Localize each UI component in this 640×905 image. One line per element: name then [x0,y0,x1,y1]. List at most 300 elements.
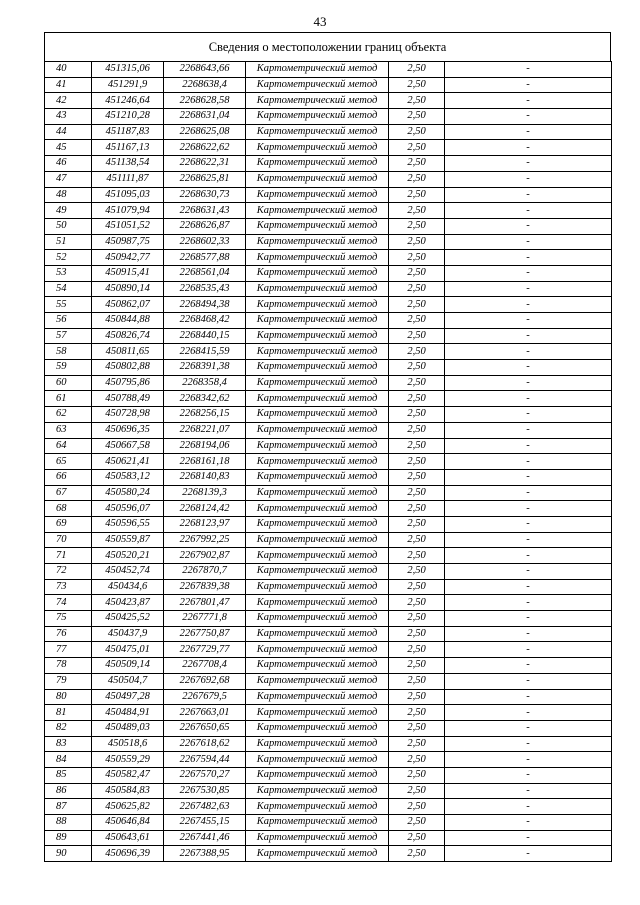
description-cell: - [445,109,612,125]
point-number-cell: 77 [45,642,92,658]
point-number-cell: 80 [45,689,92,705]
x-coordinate-cell: 450504,7 [92,673,164,689]
y-coordinate-cell: 2268256,15 [164,407,246,423]
accuracy-cell: 2,50 [389,328,445,344]
table-row [45,360,612,376]
point-number-cell: 55 [45,297,92,313]
accuracy-cell: 2,50 [389,548,445,564]
table-row [45,124,612,140]
x-coordinate-cell: 451246,64 [92,93,164,109]
point-number-cell: 60 [45,375,92,391]
point-number-cell: 83 [45,736,92,752]
x-coordinate-cell: 450518,6 [92,736,164,752]
method-cell: Картометрический метод [246,124,389,140]
method-cell: Картометрический метод [246,752,389,768]
method-cell: Картометрический метод [246,250,389,266]
x-coordinate-cell: 450643,61 [92,830,164,846]
description-cell: - [445,156,612,172]
accuracy-cell: 2,50 [389,124,445,140]
method-cell: Картометрический метод [246,454,389,470]
accuracy-cell: 2,50 [389,422,445,438]
description-cell: - [445,705,612,721]
table-row [45,344,612,360]
table-row [45,265,612,281]
point-number-cell: 57 [45,328,92,344]
accuracy-cell: 2,50 [389,454,445,470]
accuracy-cell: 2,50 [389,485,445,501]
x-coordinate-cell: 450489,03 [92,720,164,736]
method-cell: Картометрический метод [246,532,389,548]
method-cell: Картометрический метод [246,783,389,799]
y-coordinate-cell: 2268440,15 [164,328,246,344]
y-coordinate-cell: 2267388,95 [164,846,246,862]
description-cell: - [445,564,612,580]
point-number-cell: 64 [45,438,92,454]
description-cell: - [445,328,612,344]
x-coordinate-cell: 450520,21 [92,548,164,564]
x-coordinate-cell: 450862,07 [92,297,164,313]
accuracy-cell: 2,50 [389,767,445,783]
point-number-cell: 59 [45,360,92,376]
point-number-cell: 82 [45,720,92,736]
table-row [45,564,612,580]
description-cell: - [445,799,612,815]
method-cell: Картометрический метод [246,140,389,156]
method-cell: Картометрический метод [246,736,389,752]
point-number-cell: 50 [45,218,92,234]
point-number-cell: 52 [45,250,92,266]
point-number-cell: 67 [45,485,92,501]
y-coordinate-cell: 2268622,62 [164,140,246,156]
point-number-cell: 54 [45,281,92,297]
table-row [45,454,612,470]
accuracy-cell: 2,50 [389,360,445,376]
y-coordinate-cell: 2267839,38 [164,579,246,595]
accuracy-cell: 2,50 [389,830,445,846]
x-coordinate-cell: 451210,28 [92,109,164,125]
y-coordinate-cell: 2268140,83 [164,469,246,485]
x-coordinate-cell: 450452,74 [92,564,164,580]
method-cell: Картометрический метод [246,579,389,595]
accuracy-cell: 2,50 [389,846,445,862]
accuracy-cell: 2,50 [389,281,445,297]
table-row [45,313,612,329]
table-row [45,626,612,642]
accuracy-cell: 2,50 [389,658,445,674]
x-coordinate-cell: 450423,87 [92,595,164,611]
y-coordinate-cell: 2267650,65 [164,720,246,736]
accuracy-cell: 2,50 [389,218,445,234]
method-cell: Картометрический метод [246,469,389,485]
x-coordinate-cell: 450987,75 [92,234,164,250]
table-row [45,62,612,78]
point-number-cell: 69 [45,516,92,532]
description-cell: - [445,234,612,250]
table-row [45,673,612,689]
description-cell: - [445,767,612,783]
point-number-cell: 73 [45,579,92,595]
accuracy-cell: 2,50 [389,171,445,187]
description-cell: - [445,77,612,93]
table-row [45,815,612,831]
y-coordinate-cell: 2267692,68 [164,673,246,689]
description-cell: - [445,595,612,611]
y-coordinate-cell: 2268415,59 [164,344,246,360]
y-coordinate-cell: 2267708,4 [164,658,246,674]
table-row [45,642,612,658]
method-cell: Картометрический метод [246,62,389,78]
method-cell: Картометрический метод [246,767,389,783]
y-coordinate-cell: 2267902,87 [164,548,246,564]
accuracy-cell: 2,50 [389,469,445,485]
y-coordinate-cell: 2268631,04 [164,109,246,125]
table-row [45,250,612,266]
table-row [45,752,612,768]
x-coordinate-cell: 450559,87 [92,532,164,548]
x-coordinate-cell: 450890,14 [92,281,164,297]
method-cell: Картометрический метод [246,799,389,815]
y-coordinate-cell: 2267679,5 [164,689,246,705]
method-cell: Картометрический метод [246,673,389,689]
x-coordinate-cell: 450425,52 [92,611,164,627]
description-cell: - [445,218,612,234]
table-row [45,720,612,736]
y-coordinate-cell: 2268625,08 [164,124,246,140]
y-coordinate-cell: 2268468,42 [164,313,246,329]
y-coordinate-cell: 2268626,87 [164,218,246,234]
x-coordinate-cell: 450596,07 [92,501,164,517]
x-coordinate-cell: 451167,13 [92,140,164,156]
x-coordinate-cell: 450646,84 [92,815,164,831]
point-number-cell: 45 [45,140,92,156]
accuracy-cell: 2,50 [389,705,445,721]
point-number-cell: 65 [45,454,92,470]
accuracy-cell: 2,50 [389,438,445,454]
method-cell: Картометрический метод [246,642,389,658]
description-cell: - [445,673,612,689]
y-coordinate-cell: 2268630,73 [164,187,246,203]
point-number-cell: 87 [45,799,92,815]
method-cell: Картометрический метод [246,218,389,234]
table-row [45,281,612,297]
table-row [45,391,612,407]
method-cell: Картометрический метод [246,344,389,360]
point-number-cell: 43 [45,109,92,125]
accuracy-cell: 2,50 [389,297,445,313]
table-row [45,846,612,862]
boundary-sheet [44,32,611,862]
x-coordinate-cell: 451315,06 [92,62,164,78]
description-cell: - [445,422,612,438]
x-coordinate-cell: 450497,28 [92,689,164,705]
y-coordinate-cell: 2268161,18 [164,454,246,470]
accuracy-cell: 2,50 [389,156,445,172]
accuracy-cell: 2,50 [389,516,445,532]
accuracy-cell: 2,50 [389,626,445,642]
accuracy-cell: 2,50 [389,595,445,611]
description-cell: - [445,501,612,517]
method-cell: Картометрический метод [246,720,389,736]
accuracy-cell: 2,50 [389,250,445,266]
accuracy-cell: 2,50 [389,720,445,736]
description-cell: - [445,265,612,281]
method-cell: Картометрический метод [246,626,389,642]
accuracy-cell: 2,50 [389,265,445,281]
y-coordinate-cell: 2268194,06 [164,438,246,454]
description-cell: - [445,626,612,642]
y-coordinate-cell: 2268577,88 [164,250,246,266]
x-coordinate-cell: 451051,52 [92,218,164,234]
table-row [45,595,612,611]
description-cell: - [445,469,612,485]
method-cell: Картометрический метод [246,109,389,125]
x-coordinate-cell: 450434,6 [92,579,164,595]
method-cell: Картометрический метод [246,77,389,93]
x-coordinate-cell: 451111,87 [92,171,164,187]
table-row [45,548,612,564]
accuracy-cell: 2,50 [389,187,445,203]
description-cell: - [445,140,612,156]
description-cell: - [445,736,612,752]
y-coordinate-cell: 2268124,42 [164,501,246,517]
accuracy-cell: 2,50 [389,140,445,156]
method-cell: Картометрический метод [246,297,389,313]
point-number-cell: 46 [45,156,92,172]
y-coordinate-cell: 2267870,7 [164,564,246,580]
x-coordinate-cell: 450582,47 [92,767,164,783]
accuracy-cell: 2,50 [389,799,445,815]
method-cell: Картометрический метод [246,391,389,407]
table-row [45,736,612,752]
table-row [45,77,612,93]
method-cell: Картометрический метод [246,422,389,438]
description-cell: - [445,658,612,674]
y-coordinate-cell: 2268638,4 [164,77,246,93]
accuracy-cell: 2,50 [389,62,445,78]
description-cell: - [445,360,612,376]
table-row [45,297,612,313]
method-cell: Картометрический метод [246,485,389,501]
table-row [45,501,612,517]
point-number-cell: 79 [45,673,92,689]
table-row [45,689,612,705]
accuracy-cell: 2,50 [389,344,445,360]
description-cell: - [445,344,612,360]
accuracy-cell: 2,50 [389,736,445,752]
table-row [45,375,612,391]
x-coordinate-cell: 450788,49 [92,391,164,407]
table-row [45,532,612,548]
description-cell: - [445,642,612,658]
method-cell: Картометрический метод [246,815,389,831]
description-cell: - [445,407,612,423]
description-cell: - [445,516,612,532]
description-cell: - [445,548,612,564]
point-number-cell: 86 [45,783,92,799]
x-coordinate-cell: 450625,82 [92,799,164,815]
description-cell: - [445,830,612,846]
table-row [45,171,612,187]
y-coordinate-cell: 2267482,63 [164,799,246,815]
method-cell: Картометрический метод [246,93,389,109]
description-cell: - [445,93,612,109]
description-cell: - [445,846,612,862]
y-coordinate-cell: 2267441,46 [164,830,246,846]
accuracy-cell: 2,50 [389,783,445,799]
point-number-cell: 84 [45,752,92,768]
description-cell: - [445,297,612,313]
accuracy-cell: 2,50 [389,407,445,423]
y-coordinate-cell: 2268622,31 [164,156,246,172]
x-coordinate-cell: 450942,77 [92,250,164,266]
point-number-cell: 70 [45,532,92,548]
section-title: Сведения о местоположении границ объекта [44,32,611,61]
y-coordinate-cell: 2267530,85 [164,783,246,799]
x-coordinate-cell: 450696,39 [92,846,164,862]
description-cell: - [445,579,612,595]
method-cell: Картометрический метод [246,407,389,423]
accuracy-cell: 2,50 [389,109,445,125]
x-coordinate-cell: 451291,9 [92,77,164,93]
x-coordinate-cell: 450484,91 [92,705,164,721]
x-coordinate-cell: 450667,58 [92,438,164,454]
x-coordinate-cell: 450580,24 [92,485,164,501]
y-coordinate-cell: 2268221,07 [164,422,246,438]
y-coordinate-cell: 2268561,04 [164,265,246,281]
description-cell: - [445,187,612,203]
method-cell: Картометрический метод [246,234,389,250]
description-cell: - [445,375,612,391]
table-row [45,156,612,172]
table-row [45,579,612,595]
table-row [45,140,612,156]
table-row [45,407,612,423]
method-cell: Картометрический метод [246,501,389,517]
y-coordinate-cell: 2267801,47 [164,595,246,611]
y-coordinate-cell: 2268139,3 [164,485,246,501]
method-cell: Картометрический метод [246,595,389,611]
accuracy-cell: 2,50 [389,532,445,548]
accuracy-cell: 2,50 [389,501,445,517]
x-coordinate-cell: 450584,83 [92,783,164,799]
point-number-cell: 61 [45,391,92,407]
y-coordinate-cell: 2267663,01 [164,705,246,721]
description-cell: - [445,815,612,831]
x-coordinate-cell: 451187,83 [92,124,164,140]
point-number-cell: 74 [45,595,92,611]
y-coordinate-cell: 2267750,87 [164,626,246,642]
table-row [45,611,612,627]
method-cell: Картометрический метод [246,658,389,674]
point-number-cell: 63 [45,422,92,438]
point-number-cell: 58 [45,344,92,360]
table-row [45,485,612,501]
table-row [45,516,612,532]
description-cell: - [445,62,612,78]
description-cell: - [445,438,612,454]
x-coordinate-cell: 450583,12 [92,469,164,485]
accuracy-cell: 2,50 [389,234,445,250]
method-cell: Картометрический метод [246,156,389,172]
method-cell: Картометрический метод [246,438,389,454]
table-row [45,705,612,721]
point-number-cell: 44 [45,124,92,140]
x-coordinate-cell: 451138,54 [92,156,164,172]
table-row [45,767,612,783]
page-number: 43 [313,14,327,29]
point-number-cell: 72 [45,564,92,580]
y-coordinate-cell: 2268628,58 [164,93,246,109]
description-cell: - [445,485,612,501]
x-coordinate-cell: 450596,55 [92,516,164,532]
x-coordinate-cell: 450621,41 [92,454,164,470]
table-row [45,218,612,234]
description-cell: - [445,250,612,266]
method-cell: Картометрический метод [246,375,389,391]
point-number-cell: 90 [45,846,92,862]
point-number-cell: 56 [45,313,92,329]
y-coordinate-cell: 2268535,43 [164,281,246,297]
table-row [45,234,612,250]
point-number-cell: 40 [45,62,92,78]
point-number-cell: 47 [45,171,92,187]
method-cell: Картометрический метод [246,203,389,219]
boundary-points-table [44,61,612,862]
point-number-cell: 75 [45,611,92,627]
point-number-cell: 81 [45,705,92,721]
x-coordinate-cell: 450559,29 [92,752,164,768]
y-coordinate-cell: 2268123,97 [164,516,246,532]
y-coordinate-cell: 2267992,25 [164,532,246,548]
point-number-cell: 51 [45,234,92,250]
point-number-cell: 76 [45,626,92,642]
table-row [45,469,612,485]
table-row [45,328,612,344]
x-coordinate-cell: 450475,01 [92,642,164,658]
y-coordinate-cell: 2267729,77 [164,642,246,658]
description-cell: - [445,720,612,736]
description-cell: - [445,752,612,768]
point-number-cell: 68 [45,501,92,517]
method-cell: Картометрический метод [246,265,389,281]
accuracy-cell: 2,50 [389,752,445,768]
method-cell: Картометрический метод [246,846,389,862]
method-cell: Картометрический метод [246,564,389,580]
method-cell: Картометрический метод [246,705,389,721]
accuracy-cell: 2,50 [389,93,445,109]
x-coordinate-cell: 450915,41 [92,265,164,281]
table-row [45,799,612,815]
accuracy-cell: 2,50 [389,203,445,219]
accuracy-cell: 2,50 [389,391,445,407]
y-coordinate-cell: 2268391,38 [164,360,246,376]
x-coordinate-cell: 450826,74 [92,328,164,344]
table-row [45,422,612,438]
description-cell: - [445,532,612,548]
x-coordinate-cell: 450728,98 [92,407,164,423]
method-cell: Картометрический метод [246,328,389,344]
point-number-cell: 62 [45,407,92,423]
y-coordinate-cell: 2267455,15 [164,815,246,831]
y-coordinate-cell: 2267570,27 [164,767,246,783]
description-cell: - [445,611,612,627]
point-number-cell: 85 [45,767,92,783]
point-number-cell: 88 [45,815,92,831]
y-coordinate-cell: 2268602,33 [164,234,246,250]
point-number-cell: 48 [45,187,92,203]
method-cell: Картометрический метод [246,689,389,705]
method-cell: Картометрический метод [246,611,389,627]
